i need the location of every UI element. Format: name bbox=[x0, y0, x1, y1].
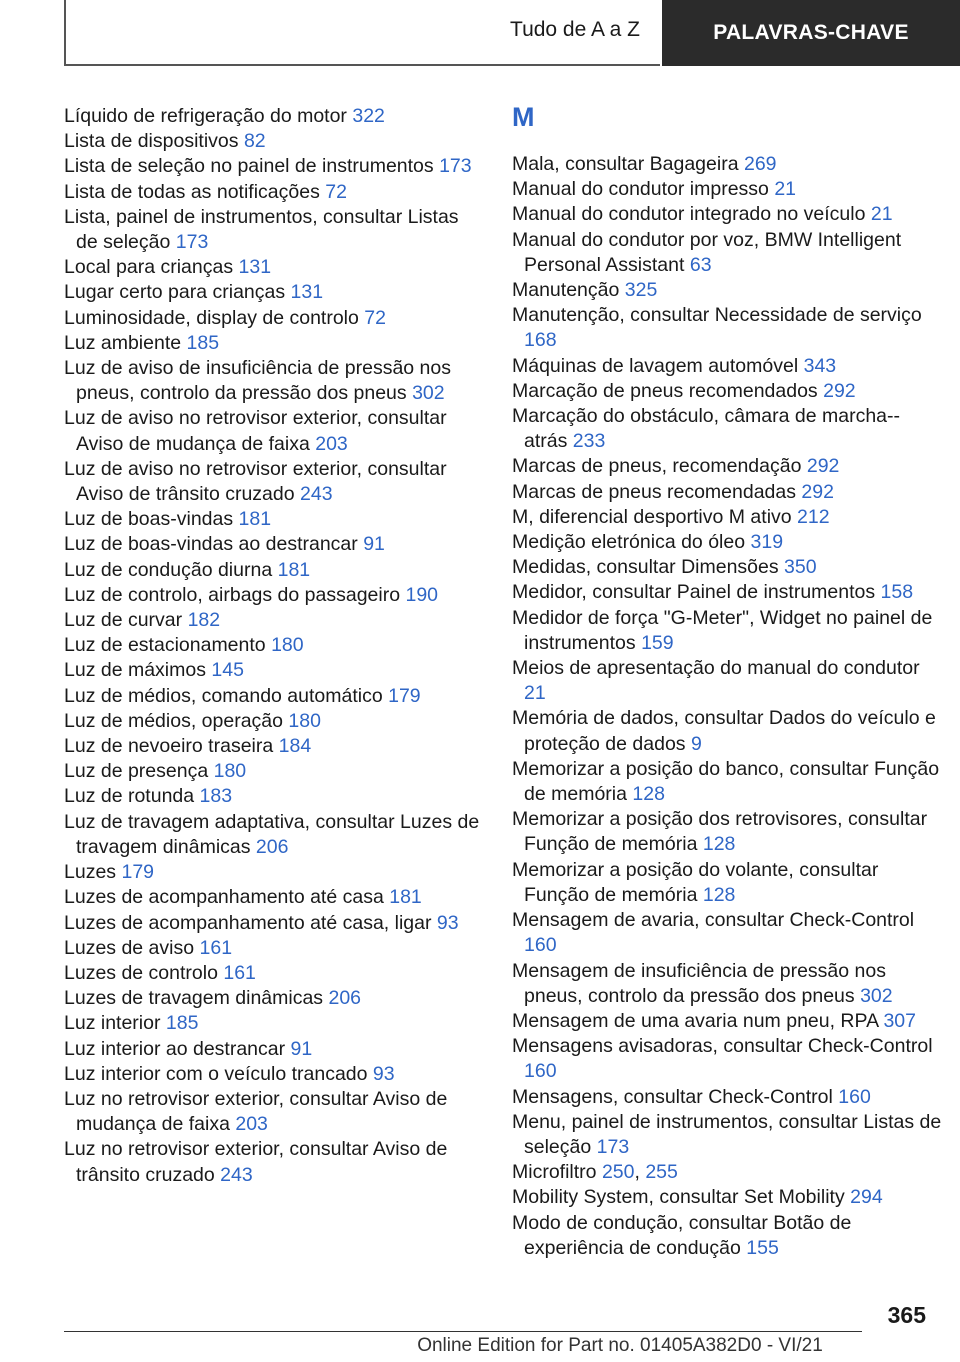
page-reference-link[interactable]: 173 bbox=[175, 231, 209, 254]
index-entry: Microfiltro 250, 255 bbox=[512, 1161, 678, 1184]
index-term: Medição eletrónica do óleo bbox=[512, 531, 746, 554]
index-entry bbox=[64, 911, 484, 936]
index-entry bbox=[64, 457, 484, 507]
page-reference-link[interactable]: 128 bbox=[632, 783, 665, 806]
index-entry bbox=[512, 757, 942, 807]
index-entry bbox=[64, 860, 484, 885]
page-reference-link[interactable]: 307 bbox=[883, 1009, 916, 1032]
page-reference-link[interactable]: 181 bbox=[389, 886, 422, 909]
index-term: Lista de todas as notificações bbox=[64, 180, 320, 203]
index-entry bbox=[512, 454, 942, 479]
index-term: Lista de seleção no painel de instrumentos bbox=[64, 155, 434, 178]
index-term: Mensagens, consultar Check-Control bbox=[512, 1085, 833, 1108]
index-entry bbox=[512, 1110, 942, 1160]
index-entry bbox=[512, 1085, 942, 1110]
index-entry bbox=[512, 959, 942, 1009]
index-term: Luzes de controlo bbox=[64, 961, 218, 984]
index-term: Líquido de refrigeração do motor bbox=[64, 105, 347, 127]
header-bottom-rule bbox=[64, 64, 660, 66]
index-term: Luz interior com o veículo trancado bbox=[64, 1062, 368, 1085]
index-term: Menu, painel de instrumentos, consultar Listas de seleção bbox=[512, 1110, 942, 1158]
index-entry bbox=[64, 961, 484, 986]
page-reference-link[interactable]: 206 bbox=[255, 835, 289, 858]
index-entry bbox=[64, 507, 484, 532]
page-reference-link[interactable]: 185 bbox=[186, 331, 220, 354]
index-term: Lista, painel de instrumentos, consultar Listas de seleção bbox=[64, 205, 459, 254]
index-term: Microfiltro bbox=[512, 1161, 597, 1184]
page-reference-link[interactable]: 180 bbox=[271, 634, 304, 657]
index-entry bbox=[64, 356, 484, 406]
page-reference-link[interactable]: 180 bbox=[213, 760, 247, 783]
index-term: Luz de aviso no retrovisor exterior, consultar Aviso de trânsito cruzado bbox=[64, 457, 447, 506]
index-term: Luzes de aviso bbox=[64, 936, 195, 959]
index-term: Memorizar a posição do banco, consultar Função de memória bbox=[512, 757, 940, 806]
page-reference-link[interactable]: 131 bbox=[290, 281, 324, 304]
page-reference-link[interactable]: 322 bbox=[352, 105, 385, 127]
index-entry bbox=[64, 734, 484, 759]
header-left-rule bbox=[64, 0, 66, 66]
page-reference-link[interactable]: 91 bbox=[290, 1037, 313, 1060]
index-entry bbox=[512, 152, 942, 177]
index-entries-right bbox=[512, 152, 942, 1261]
page-reference-link[interactable]: 185 bbox=[165, 1012, 199, 1035]
index-entry bbox=[64, 633, 484, 658]
page-reference-link[interactable]: 128 bbox=[702, 883, 736, 906]
page-reference-link[interactable]: 181 bbox=[238, 508, 272, 531]
index-term: Luz interior ao destrancar bbox=[64, 1037, 286, 1060]
index-entry bbox=[64, 205, 484, 255]
index-term: Luz no retrovisor exterior, consultar Aviso de mudança de faixa bbox=[64, 1087, 448, 1136]
page-reference-link[interactable]: 21 bbox=[524, 682, 546, 705]
index-term: Luzes de acompanhamento até casa, ligar bbox=[64, 911, 432, 934]
page-reference-link[interactable]: 325 bbox=[624, 279, 658, 302]
page-reference-link[interactable]: 159 bbox=[641, 631, 674, 654]
page-reference-link[interactable]: 63 bbox=[689, 253, 712, 276]
page-reference-link[interactable]: 160 bbox=[838, 1085, 871, 1108]
index-entry bbox=[64, 810, 484, 860]
index-entry bbox=[64, 558, 484, 583]
index-entry bbox=[64, 1087, 484, 1137]
page-reference-link[interactable]: 91 bbox=[363, 533, 385, 556]
index-term: Local para crianças bbox=[64, 256, 234, 279]
index-term: Marcas de pneus, recomendação bbox=[512, 455, 802, 478]
page-reference-link[interactable]: 82 bbox=[243, 130, 266, 153]
index-entry bbox=[512, 1009, 942, 1034]
page-reference-link[interactable]: 145 bbox=[211, 659, 244, 682]
index-term: Manual do condutor integrado no veículo bbox=[512, 203, 866, 226]
page-reference-link[interactable]: 243 bbox=[300, 483, 333, 506]
index-term: Mensagens avisadoras, consultar Check-Control bbox=[512, 1035, 933, 1058]
page-reference-link[interactable]: 183 bbox=[199, 785, 233, 808]
index-entry bbox=[64, 1062, 484, 1087]
page-reference-link[interactable]: 160 bbox=[524, 934, 557, 957]
index-term: Meios de apresentação do manual do condutor bbox=[512, 657, 920, 680]
page-reference-link[interactable]: 9 bbox=[690, 732, 702, 755]
index-entry bbox=[512, 228, 942, 278]
index-entry bbox=[64, 129, 484, 154]
index-letter-heading: M bbox=[512, 102, 535, 132]
index-entry bbox=[64, 1011, 484, 1036]
index-entry bbox=[512, 505, 942, 530]
index-term: Manual do condutor por voz, BMW Intelligent Personal Assistant bbox=[512, 228, 902, 276]
index-term: Marcação do obstáculo, câmara de marcha--atrás bbox=[512, 405, 901, 453]
page-reference-link[interactable]: 128 bbox=[702, 833, 736, 856]
page-reference-link[interactable]: 181 bbox=[277, 558, 311, 581]
index-term: Luz de aviso de insuficiência de pressão nos pneus, controlo da pressão dos pneus bbox=[64, 357, 451, 405]
index-entry bbox=[64, 1137, 484, 1187]
page-reference-link[interactable]: 180 bbox=[288, 709, 321, 732]
index-term: Mensagem de avaria, consultar Check-Control bbox=[512, 909, 915, 932]
page-reference-link[interactable]: 161 bbox=[223, 961, 256, 984]
index-term: Luz interior bbox=[64, 1012, 161, 1035]
index-term: Luz ambiente bbox=[64, 331, 182, 354]
index-term: M, diferencial desportivo M ativo bbox=[512, 505, 792, 528]
index-term: Luz de travagem adaptativa, consultar Luzes de travagem dinâmicas bbox=[64, 810, 480, 858]
index-term: Luz de médios, comando automático bbox=[64, 684, 383, 707]
index-entry bbox=[64, 658, 484, 683]
page-reference-link[interactable]: 21 bbox=[774, 178, 797, 201]
page-reference-link[interactable]: 173 bbox=[439, 155, 472, 178]
page-reference-link[interactable]: 72 bbox=[364, 306, 386, 329]
page-reference-link[interactable]: 182 bbox=[187, 609, 221, 632]
index-term: Máquinas de lavagem automóvel bbox=[512, 354, 799, 377]
chapter-tab-label: PALAVRAS-CHAVE bbox=[713, 21, 909, 44]
index-term: Medidas, consultar Dimensões bbox=[512, 556, 779, 579]
page-reference-link[interactable]: 158 bbox=[880, 581, 914, 604]
index-entry bbox=[512, 202, 942, 227]
index-entry bbox=[64, 331, 484, 356]
page-reference-link[interactable]: 93 bbox=[436, 911, 459, 934]
index-entry bbox=[64, 583, 484, 608]
index-entry bbox=[64, 709, 484, 734]
index-entry bbox=[64, 1037, 484, 1062]
page-reference-link[interactable]: 292 bbox=[823, 379, 856, 402]
index-entry bbox=[512, 706, 942, 756]
index-entry bbox=[64, 986, 484, 1011]
page-reference-link[interactable]: 93 bbox=[372, 1062, 395, 1085]
index-entry bbox=[64, 532, 484, 557]
index-entry bbox=[512, 480, 942, 505]
index-term: Luz de boas-vindas ao destrancar bbox=[64, 533, 358, 556]
index-term: Luz de máximos bbox=[64, 659, 206, 682]
index-entry bbox=[64, 684, 484, 709]
index-term: Luz de nevoeiro traseira bbox=[64, 735, 274, 758]
page-reference-link[interactable]: 302 bbox=[412, 382, 445, 405]
page-reference-link[interactable]: 250 bbox=[601, 1161, 635, 1184]
index-term: Luz de aviso no retrovisor exterior, consultar Aviso de mudança de faixa bbox=[64, 407, 447, 455]
page-reference-link[interactable]: 173 bbox=[596, 1135, 630, 1158]
index-term: Memorizar a posição dos retrovisores, consultar Função de memória bbox=[512, 808, 928, 856]
page-reference-link[interactable]: 168 bbox=[524, 329, 557, 352]
index-entry bbox=[64, 280, 484, 305]
index-entry bbox=[64, 608, 484, 633]
index-term: Luzes de acompanhamento até casa bbox=[64, 886, 384, 909]
index-term: Manutenção, consultar Necessidade de serviço bbox=[512, 304, 922, 327]
index-term: Mala, consultar Bagageira bbox=[512, 153, 739, 175]
index-term: Luzes de travagem dinâmicas bbox=[64, 987, 324, 1010]
page-reference-link[interactable]: 350 bbox=[784, 556, 817, 579]
index-entry bbox=[512, 354, 942, 379]
page-reference-link[interactable]: 179 bbox=[388, 684, 421, 707]
index-entry bbox=[512, 807, 942, 857]
index-term: Mensagem de insuficiência de pressão nos pneus, controlo da pressão dos pneus bbox=[512, 959, 886, 1007]
page-reference-link[interactable]: 292 bbox=[801, 480, 834, 503]
index-term: Manutenção bbox=[512, 279, 620, 302]
page-reference-link[interactable]: 131 bbox=[238, 256, 272, 279]
index-entry bbox=[512, 606, 942, 656]
page-reference-link[interactable]: 184 bbox=[278, 735, 312, 758]
page-reference-link[interactable]: 155 bbox=[746, 1236, 779, 1259]
index-term: Medidor, consultar Painel de instrumentos bbox=[512, 581, 876, 604]
index-entry bbox=[512, 1185, 942, 1210]
index-entry bbox=[64, 784, 484, 809]
index-term: Luz de condução diurna bbox=[64, 558, 273, 581]
index-entry bbox=[64, 306, 484, 331]
index-term: Luz de estacionamento bbox=[64, 634, 266, 657]
index-term: Modo de condução, consultar Botão de experiência de condução bbox=[512, 1211, 852, 1259]
index-entry bbox=[512, 555, 942, 580]
index-term: Luz de médios, operação bbox=[64, 709, 283, 732]
page-reference-link[interactable]: 21 bbox=[870, 203, 893, 226]
page-reference-link[interactable]: 233 bbox=[572, 430, 606, 453]
page-reference-link[interactable]: 203 bbox=[235, 1113, 268, 1136]
index-term: Luz de rotunda bbox=[64, 785, 195, 808]
index-term: Luz de curvar bbox=[64, 609, 183, 632]
index-term: Mensagem de uma avaria num pneu, RPA bbox=[512, 1009, 879, 1032]
index-entry bbox=[512, 580, 942, 605]
index-term: Marcação de pneus recomendados bbox=[512, 379, 818, 402]
index-entry bbox=[64, 180, 484, 205]
index-entry bbox=[512, 278, 942, 303]
page-reference-link[interactable]: 160 bbox=[524, 1060, 557, 1083]
index-entry bbox=[512, 177, 942, 202]
index-term: Luzes bbox=[64, 861, 117, 884]
index-entry bbox=[512, 908, 942, 958]
index-term: Luz de presença bbox=[64, 760, 209, 783]
index-entry bbox=[512, 379, 942, 404]
index-column-left bbox=[64, 104, 484, 1188]
index-entry bbox=[512, 656, 942, 706]
page-reference-link[interactable]: 243 bbox=[220, 1163, 253, 1186]
index-entry bbox=[64, 759, 484, 784]
page-reference-link[interactable]: 212 bbox=[797, 505, 830, 528]
page-reference-link[interactable]: 255 bbox=[645, 1161, 678, 1184]
index-entry bbox=[512, 530, 942, 555]
footer-edition: Online Edition for Part no. 01405A382D0 - VI/21 bbox=[417, 1335, 823, 1356]
footer-rule bbox=[64, 1331, 862, 1332]
page-reference-link[interactable]: 269 bbox=[743, 153, 777, 175]
page-reference-link[interactable]: 292 bbox=[806, 455, 840, 478]
index-term: Luz de controlo, airbags do passageiro bbox=[64, 583, 401, 606]
index-term: Lista de dispositivos bbox=[64, 130, 239, 153]
index-entry bbox=[512, 1034, 942, 1084]
index-term: Luz no retrovisor exterior, consultar Aviso de trânsito cruzado bbox=[64, 1138, 448, 1186]
index-term: Marcas de pneus recomendadas bbox=[512, 480, 796, 503]
index-entry bbox=[64, 406, 484, 456]
page-reference-link[interactable]: 343 bbox=[803, 354, 837, 377]
page-reference-link[interactable]: 190 bbox=[405, 583, 439, 606]
index-term: Lugar certo para crianças bbox=[64, 281, 286, 304]
index-term: Luminosidade, display de controlo bbox=[64, 306, 359, 329]
index-entry bbox=[64, 104, 484, 129]
page-reference-link[interactable]: 203 bbox=[315, 432, 348, 455]
index-term: Luz de boas-vindas bbox=[64, 508, 234, 531]
section-title: Tudo de A a Z bbox=[510, 18, 640, 41]
index-term: Medidor de força "G-Meter", Widget no painel de instrumentos bbox=[512, 606, 933, 654]
page-reference-link[interactable]: 161 bbox=[199, 936, 233, 959]
index-term: Memorizar a posição do volante, consultar Função de memória bbox=[512, 858, 879, 906]
index-term: Memória de dados, consultar Dados do veículo e proteção de dados bbox=[512, 707, 936, 755]
index-column-right bbox=[512, 104, 942, 1261]
page-reference-link[interactable]: 302 bbox=[860, 984, 893, 1007]
index-entry bbox=[64, 936, 484, 961]
index-entry bbox=[512, 1211, 942, 1261]
page-reference-link[interactable]: 72 bbox=[325, 180, 347, 203]
index-term: Manual do condutor impresso bbox=[512, 178, 769, 201]
index-entry bbox=[512, 404, 942, 454]
index-entry bbox=[64, 255, 484, 280]
page-reference-link[interactable]: 179 bbox=[121, 861, 155, 884]
index-entry bbox=[512, 303, 942, 353]
page-reference-link[interactable]: 294 bbox=[850, 1186, 883, 1209]
page-reference-link[interactable]: 206 bbox=[328, 987, 362, 1010]
index-term: Mobility System, consultar Set Mobility bbox=[512, 1186, 845, 1209]
index-entry bbox=[512, 858, 942, 908]
index-entry bbox=[64, 154, 484, 179]
page-number: 365 bbox=[887, 1302, 926, 1328]
chapter-tab[interactable] bbox=[662, 0, 960, 66]
index-entry bbox=[64, 885, 484, 910]
page-reference-link[interactable]: 319 bbox=[750, 531, 784, 554]
